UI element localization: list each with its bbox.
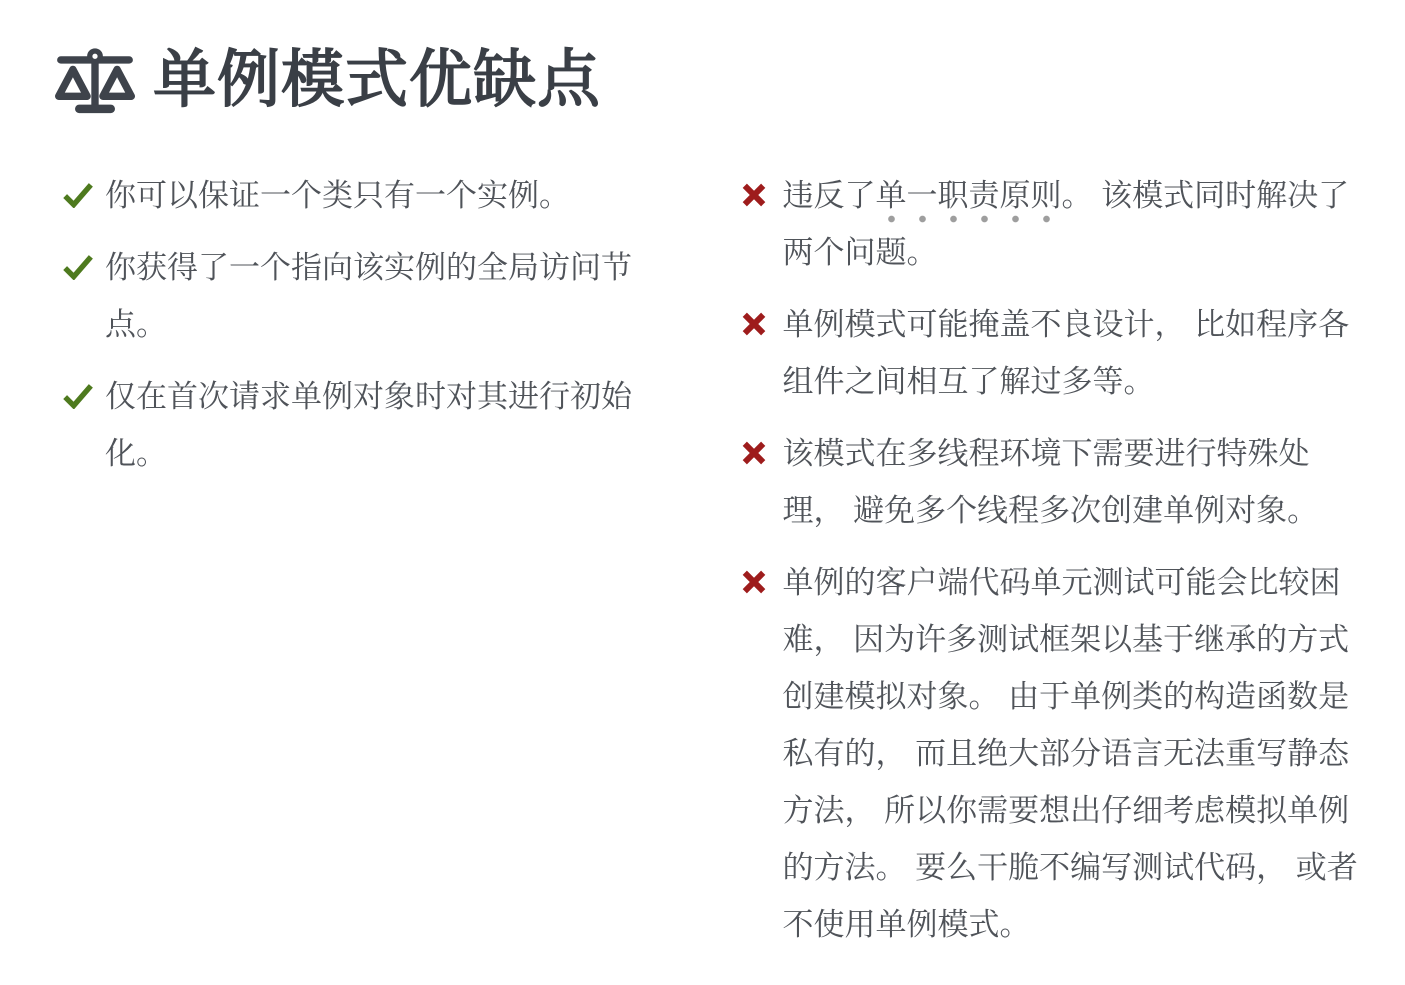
x-icon bbox=[741, 311, 767, 337]
x-icon bbox=[741, 569, 767, 595]
pro-item-text: 仅在首次请求单例对象时对其进行初始化。 bbox=[105, 379, 632, 472]
x-icon bbox=[741, 440, 767, 466]
con-item-text-prefix: 违反了 bbox=[782, 178, 876, 214]
con-item-text-suffix: 。 该模式同时解决了两个问题。 bbox=[782, 178, 1350, 271]
con-item-text: 单例的客户端代码单元测试可能会比较困难， 因为许多测试框架以基于继承的方式创建模拟对象。 由于单例类的构造函数是私有的， 而且绝大部分语言无法重写静态方法， 所以你需要想出仔细考虑模拟单例的方法。 要么干脆不编写测试代码， 或者不使用单例模式。 bbox=[782, 565, 1358, 943]
pro-item-text: 你获得了一个指向该实例的全局访问节点。 bbox=[105, 250, 632, 343]
cons-list bbox=[741, 167, 1364, 968]
check-icon bbox=[63, 182, 93, 208]
con-item bbox=[741, 167, 1364, 281]
con-item bbox=[741, 296, 1364, 410]
pro-item bbox=[63, 239, 686, 353]
page-title-text: 单例模式优缺点 bbox=[153, 45, 601, 115]
balance-scale-icon bbox=[55, 48, 135, 114]
con-item-text: 该模式在多线程环境下需要进行特殊处理， 避免多个线程多次创建单例对象。 bbox=[782, 436, 1319, 529]
pro-item bbox=[63, 368, 686, 482]
pro-item bbox=[63, 167, 686, 224]
con-item bbox=[741, 425, 1364, 539]
term-link-single-responsibility[interactable]: 单一职责原则 bbox=[876, 178, 1062, 223]
con-item bbox=[741, 554, 1364, 953]
page-title bbox=[55, 46, 1363, 115]
pros-list bbox=[63, 167, 686, 968]
check-icon bbox=[63, 254, 93, 280]
x-icon bbox=[741, 182, 767, 208]
con-item-text: 单例模式可能掩盖不良设计， 比如程序各组件之间相互了解过多等。 bbox=[782, 307, 1350, 400]
check-icon bbox=[63, 383, 93, 409]
pros-cons-columns bbox=[55, 167, 1363, 968]
pro-item-text: 你可以保证一个类只有一个实例。 bbox=[105, 178, 570, 214]
